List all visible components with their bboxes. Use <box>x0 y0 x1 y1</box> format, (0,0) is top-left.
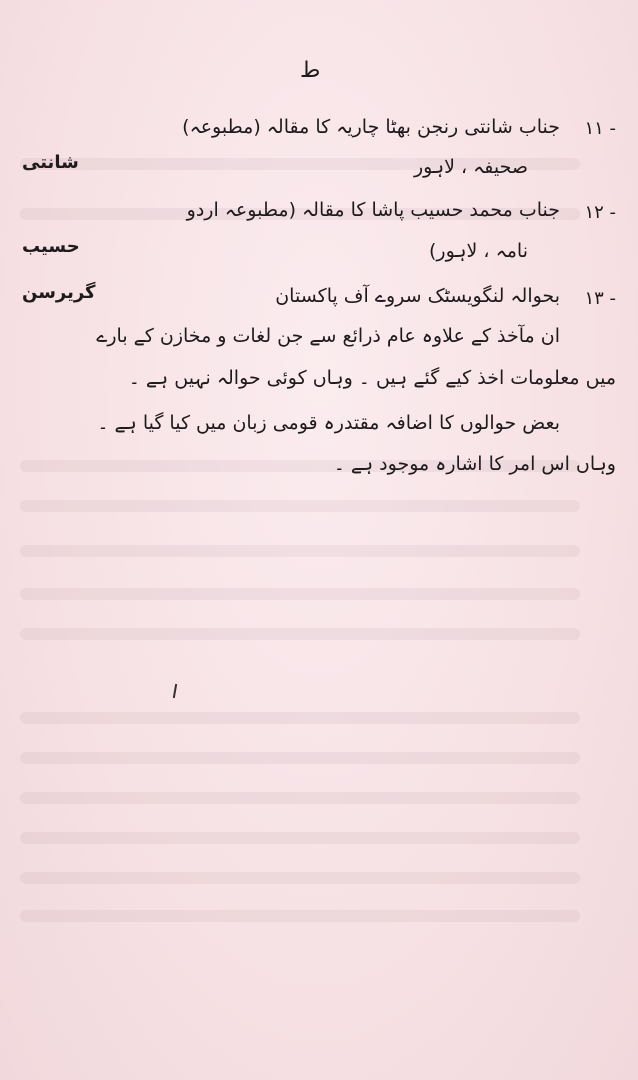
entry-text-continuation: صحیفہ ، لاہور <box>413 156 528 178</box>
bleed-through-line <box>20 752 580 764</box>
page-number-mark: ط <box>300 58 321 83</box>
entry-text: جناب شانتی رنجن بھٹا چاریہ کا مقالہ (مطبوعہ) <box>182 116 560 138</box>
margin-label: گریرسن <box>22 282 96 303</box>
bleed-through-line <box>20 545 580 557</box>
margin-label: حسیب <box>22 236 80 257</box>
ink-speck <box>173 684 177 698</box>
bleed-through-line <box>20 792 580 804</box>
entry-text: بحوالہ لنگویسٹک سروے آف پاکستان <box>275 285 560 307</box>
bleed-through-line <box>20 628 580 640</box>
paragraph-line: ان مآخذ کے علاوہ عام ذرائع سے جن لغات و مخازن کے بارے <box>96 325 560 347</box>
entry-text-continuation: نامہ ، لاہور) <box>429 240 528 262</box>
bleed-through-line <box>20 712 580 724</box>
entry-text: جناب محمد حسیب پاشا کا مقالہ (مطبوعہ اردو <box>186 199 560 221</box>
bleed-through-line <box>20 500 580 512</box>
paragraph-line: میں معلومات اخذ کیے گئے ہیں ۔ وہاں کوئی حوالہ نہیں ہے ۔ <box>128 367 616 389</box>
bleed-through-line <box>20 872 580 884</box>
entry-number: ۱۳ - <box>584 288 616 309</box>
entry-number: ۱۱ - <box>584 118 616 139</box>
paragraph-line: وہاں اس امر کا اشارہ موجود ہے ۔ <box>333 453 616 475</box>
bleed-through-line <box>20 910 580 922</box>
paragraph-line: بعض حوالوں کا اضافہ مقتدرہ قومی زبان میں کیا گیا ہے ۔ <box>97 412 560 434</box>
margin-label: شانتی <box>22 152 79 173</box>
bleed-through-line <box>20 588 580 600</box>
entry-number: ۱۲ - <box>584 202 616 223</box>
bleed-through-line <box>20 832 580 844</box>
